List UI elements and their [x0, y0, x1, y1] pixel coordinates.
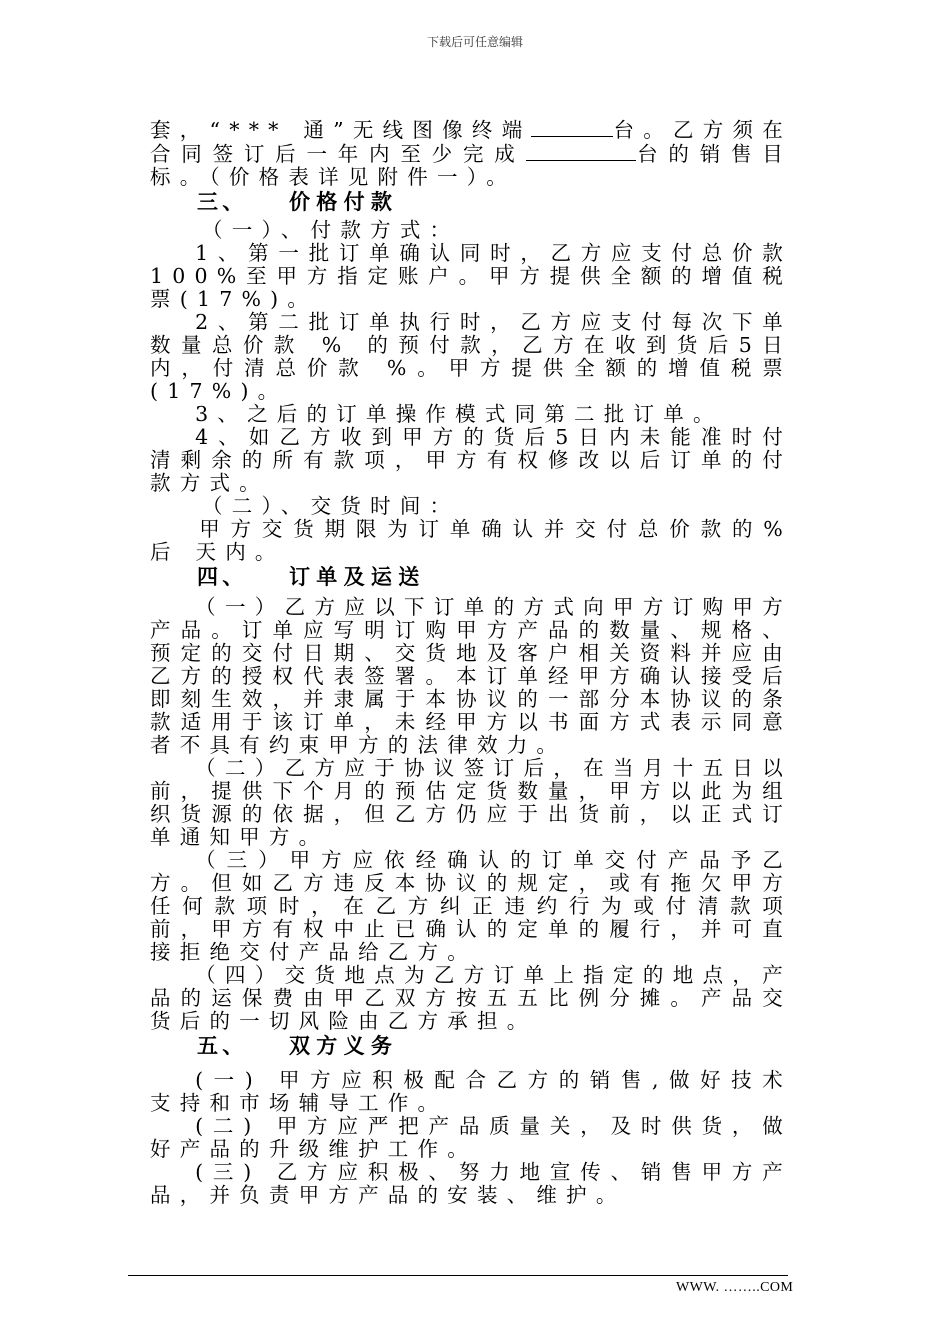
intro-paragraph	[150, 118, 792, 189]
section-3-subheading-delivery: （二）、交货时间：	[202, 494, 460, 518]
section-3-subheading-payment: （一）、付款方式：	[202, 218, 460, 242]
intro-text-a: 套，“*** 通”无线图像终端	[150, 118, 532, 142]
section-5-title: 双方义务	[289, 1033, 399, 1058]
section-4-number: 四、	[197, 564, 248, 589]
section-5-number: 五、	[197, 1033, 248, 1058]
section-3-number: 三、	[197, 189, 248, 214]
section-4-clause-2: （二）乙方应于协议签订后，在当月十五日以前，提供下个月的预估定货数量，甲方以此为组织货源的依据，但乙方仍应于出货前，以正式订单通知甲方。	[150, 756, 792, 849]
section-3-delivery-text: 甲方交货期限为订单确认并交付总价款的%后 天内。	[150, 517, 792, 564]
section-5-heading	[150, 1033, 792, 1059]
section-3-clause-4: 4、如乙方收到甲方的货后5日内未能准时付清剩余的所有款项，甲方有权修改以后订单的付款方式。	[150, 425, 792, 495]
footer-website: WWW. ……..COM	[676, 1280, 794, 1295]
section-4-heading	[150, 564, 792, 590]
section-5-clause-3: (三) 乙方应积极、努力地宣传、销售甲方产品，并负责甲方产品的安装、维护。	[150, 1160, 792, 1207]
section-4-clause-1: （一）乙方应以下订单的方式向甲方订购甲方产品。订单应写明订购甲方产品的数量、规格、预定的交付日期、交货地及客户相关资料并应由乙方的授权代表签署。本订单经甲方确认接受后即刻生效，并隶属于本协议的一部分本协议的条款适用于该订单，未经甲方以书面方式表示同意者不具有约束甲方的法律效力。	[150, 595, 792, 757]
quantity-blank-1	[531, 118, 613, 137]
section-3-clause-1: 1、第一批订单确认同时，乙方应支付总价款100%至甲方指定账户。甲方提供全额的增值税票(17%)。	[150, 241, 792, 311]
section-3-clause-3: 3、之后的订单操作模式同第二批订单。	[195, 402, 723, 426]
page-header-note: 下载后可任意编辑	[426, 35, 523, 49]
section-4-title: 订单及运送	[289, 564, 426, 589]
intro-text-c: 台的销售目标。（价格表详见附件一）。	[150, 142, 793, 189]
section-3-clause-2: 2、第二批订单执行时，乙方应支付每次下单数量总价款 % 的预付款，乙方在收到货后5日内，付清总价款 %。甲方提供全额的增值税票(17%)。	[150, 310, 792, 403]
section-5-clause-2: (二) 甲方应严把产品质量关，及时供货，做好产品的升级维护工作。	[150, 1114, 792, 1161]
footer-divider	[128, 1275, 788, 1276]
intro-text-b: 台。乙方须在合同签订后一年内至少完成	[150, 118, 792, 166]
section-5-clause-1: (一) 甲方应积极配合乙方的销售,做好技术支持和市场辅导工作。	[150, 1068, 792, 1115]
quantity-blank-2	[526, 142, 636, 161]
section-3-title: 价格付款	[289, 189, 399, 214]
document-body	[150, 118, 792, 1207]
section-4-clause-3: （三）甲方应依经确认的订单交付产品予乙方。但如乙方违反本协议的规定，或有拖欠甲方任何款项时，在乙方纠正违约行为或付清款项前，甲方有权中止已确认的定单的履行，并可直接拒绝交付产品给乙方。	[150, 848, 792, 964]
section-4-clause-4: （四）交货地点为乙方订单上指定的地点，产品的运保费由甲乙双方按五五比例分摊。产品交货后的一切风险由乙方承担。	[150, 963, 792, 1033]
section-3-heading	[150, 189, 792, 215]
